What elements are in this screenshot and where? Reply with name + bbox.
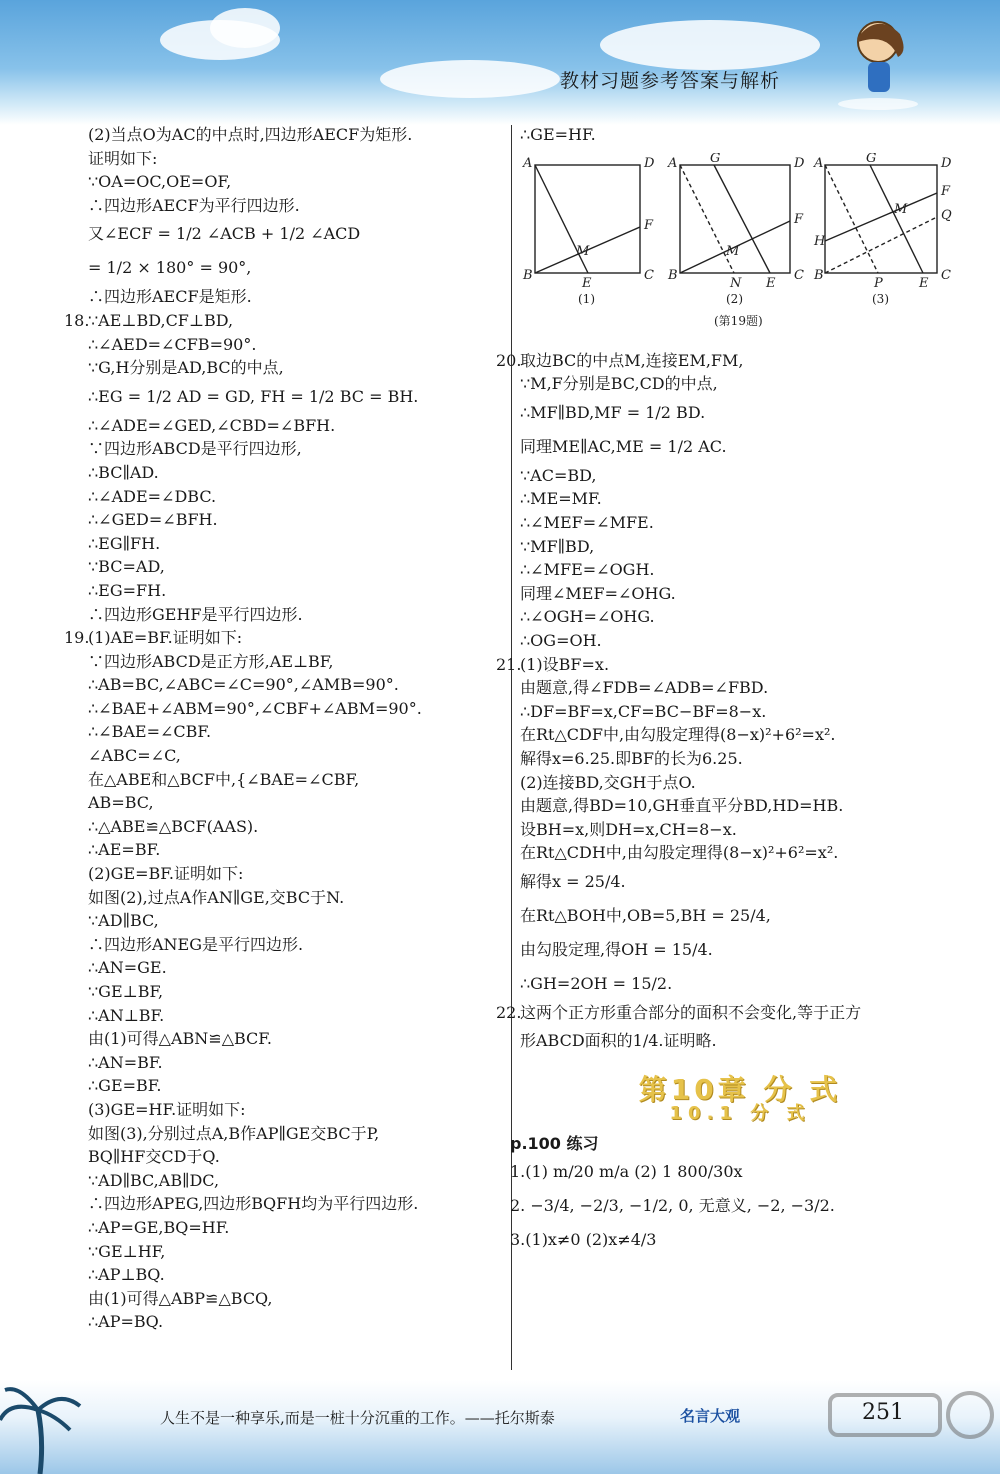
answer-line [88, 356, 503, 380]
answer-text: (1)设BF=x. [520, 654, 610, 674]
answer-text: ∴△ABE≌△BCF(AAS). [88, 816, 259, 836]
cartoon-girl-icon [828, 12, 928, 112]
answer-text: ∠ABC=∠C, [88, 746, 181, 766]
question-number: 20. [496, 350, 522, 370]
answer-line [88, 1122, 503, 1146]
answer-line [88, 673, 503, 697]
figure-label-1: (1) [578, 291, 595, 306]
answer-text: 同理ME∥AC,ME = 1/2 AC. [520, 436, 727, 456]
answer-line [88, 194, 503, 218]
answer-line [520, 558, 960, 582]
page-number: 251 [862, 1400, 904, 1425]
answer-text: 形ABCD面积的1/4.证明略. [520, 1031, 717, 1051]
answer-line [88, 838, 503, 862]
answer-text: ∴EG∥FH. [88, 533, 161, 553]
answer-line [496, 349, 960, 373]
answer-text: 同理∠MEF=∠OHG. [520, 583, 676, 603]
label-C3: C [941, 267, 951, 283]
answer-line [88, 650, 503, 674]
answer-line [520, 771, 960, 795]
answer-text: AB=BC, [88, 793, 154, 813]
answer-line [88, 744, 503, 768]
practice-lines [510, 1155, 960, 1257]
answer-line: ∴GE=HF. [520, 125, 596, 144]
question-number: 18. [64, 310, 90, 330]
answer-text: 设BH=x,则DH=x,CH=8−x. [520, 819, 737, 839]
answer-line [520, 899, 960, 933]
answer-line [88, 380, 503, 414]
answer-text: 由勾股定理,得OH = 15/4. [520, 939, 713, 959]
figure-19 [520, 153, 960, 343]
answer-line [520, 841, 960, 865]
answer-text: ∴四边形APEG,四边形BQFH均为平行四边形. [88, 1194, 419, 1214]
answer-text: BQ∥HF交CD于Q. [88, 1147, 220, 1167]
answer-line [496, 653, 960, 677]
answer-line [520, 582, 960, 606]
answer-line [520, 535, 960, 559]
answer-line [88, 1216, 503, 1240]
answer-line [520, 818, 960, 842]
header-title: 教材习题参考答案与解析 [560, 70, 781, 92]
answer-text: ∵四边形ABCD是正方形,AE⊥BF, [88, 651, 334, 671]
answer-line [88, 697, 503, 721]
answer-text: ∴AP⊥BQ. [88, 1265, 165, 1285]
figure-label-3: (3) [872, 291, 889, 306]
answer-line [520, 487, 960, 511]
answer-text: 解得x=6.25.即BF的长为6.25. [520, 748, 743, 768]
answer-text: ∴GH=2OH = 15/2. [520, 973, 673, 993]
answer-text: 又∠ECF = 1/2 ∠ACB + 1/2 ∠ACD [88, 224, 361, 244]
answer-line [88, 862, 503, 886]
answer-line [520, 700, 960, 724]
answer-text: ∴AE=BF. [88, 840, 161, 860]
answer-text: 这两个正方形重合部分的面积不会变化,等于正方 [520, 1002, 862, 1022]
answer-line [88, 886, 503, 910]
answer-text: ∵AD∥BC, [88, 911, 159, 931]
practice-heading: p.100 练习 [510, 1133, 599, 1153]
geometry-figures [520, 153, 960, 343]
label-A1: A [523, 155, 533, 171]
answer-line [88, 980, 503, 1004]
footer-quote: 人生不是一种享乐,而是一桩十分沉重的工作。——托尔斯泰 [160, 1409, 555, 1427]
label-N2: N [730, 275, 742, 291]
answer-text: 在Rt△CDF中,由勾股定理得(8−x)²+6²=x². [520, 725, 836, 745]
answer-line [88, 1051, 503, 1075]
answer-text: ∵AE⊥BD,CF⊥BD, [88, 310, 234, 330]
answer-text: ∴AP=GE,BQ=HF. [88, 1217, 230, 1237]
answer-line [88, 720, 503, 744]
answer-line [88, 956, 503, 980]
answer-line [520, 396, 960, 430]
answer-text: ∴EG=FH. [88, 580, 167, 600]
answer-line [88, 170, 503, 194]
palm-tree-icon [0, 1380, 140, 1474]
label-M1: M [576, 243, 590, 259]
figure-caption: (第19题) [714, 313, 763, 328]
answer-line [88, 1027, 503, 1051]
answer-line [88, 461, 503, 485]
answer-text: 如图(2),过点A作AN∥GE,交BC于N. [88, 887, 345, 907]
answer-line [88, 579, 503, 603]
answer-line [88, 147, 503, 171]
answer-line [88, 1192, 503, 1216]
answer-text: ∴∠ADE=∠DBC. [88, 486, 217, 506]
answer-line [88, 333, 503, 357]
label-F3: F [941, 183, 951, 199]
label-M3: M [894, 201, 908, 217]
answer-line [88, 909, 503, 933]
answer-line [88, 1098, 503, 1122]
answer-line [520, 605, 960, 629]
answer-line [64, 309, 503, 333]
answer-line [88, 1263, 503, 1287]
answer-line [88, 1240, 503, 1264]
answer-text: ∴AN=GE. [88, 958, 167, 978]
answer-text: ∵OA=OC,OE=OF, [88, 172, 232, 192]
answer-line [88, 1169, 503, 1193]
answer-text: ∴∠OGH=∠OHG. [520, 607, 655, 627]
watermark-logo-icon [820, 1385, 995, 1470]
answer-text: ∵GE⊥BF, [88, 982, 164, 1001]
answer-line [520, 676, 960, 700]
answer-text: ∴OG=OH. [520, 630, 602, 650]
answer-text: 在Rt△CDH中,由勾股定理得(8−x)²+6²=x². [520, 843, 839, 863]
answer-line [496, 1001, 960, 1025]
answer-text: (1)AE=BF.证明如下: [88, 628, 243, 648]
answer-text: (2)GE=BF.证明如下: [88, 864, 244, 884]
label-E3: E [919, 275, 929, 291]
answer-line [88, 437, 503, 461]
question-number: 19. [64, 628, 90, 648]
answer-text: ∴∠MEF=∠MFE. [520, 512, 654, 532]
answer-line [520, 629, 960, 653]
answer-text: ∴四边形ANEG是平行四边形. [88, 934, 304, 954]
answer-line [88, 285, 503, 309]
answer-line [520, 865, 960, 899]
answer-text: 由题意,得BD=10,GH垂直平分BD,HD=HB. [520, 796, 844, 816]
answer-text: ∴AN=BF. [88, 1052, 163, 1072]
answer-line [88, 414, 503, 438]
answer-text: 由(1)可得△ABP≌△BCQ, [88, 1288, 273, 1308]
page-header [0, 0, 1000, 125]
answer-text: ∴四边形AECF为平行四边形. [88, 195, 300, 215]
answer-line [88, 1310, 503, 1334]
right-lines [496, 349, 960, 1059]
label-C2: C [794, 267, 804, 283]
answer-text: 由题意,得∠FDB=∠ADB=∠FBD. [520, 678, 769, 698]
answer-line [88, 508, 503, 532]
answer-line [520, 967, 960, 1001]
label-D3: D [941, 155, 952, 171]
answer-text: ∵BC=AD, [88, 557, 165, 577]
answer-text: ∵M,F分别是BC,CD的中点, [520, 374, 718, 394]
label-Q3: Q [941, 207, 952, 223]
label-E2: E [766, 275, 776, 291]
answer-text: ∴AN⊥BF. [88, 1005, 165, 1025]
answer-line [88, 768, 503, 792]
answer-text: ∴EG = 1/2 AD = GD, FH = 1/2 BC = BH. [88, 386, 419, 406]
label-B1: B [523, 267, 533, 283]
answer-line [520, 464, 960, 488]
answer-line [520, 511, 960, 535]
answer-line [88, 485, 503, 509]
answer-line [88, 251, 503, 285]
left-column [64, 123, 503, 1334]
answer-line [88, 555, 503, 579]
answer-text: 在△ABE和△BCF中,{∠BAE=∠CBF, [88, 769, 360, 789]
label-D1: D [644, 155, 655, 171]
label-P3: P [874, 275, 883, 291]
practice-line: 2. −3/4, −2/3, −1/2, 0, 无意义, −2, −3/2. [510, 1196, 835, 1216]
practice-line: 1.(1) m/20 m/a (2) 1 800/30x [510, 1162, 743, 1182]
answer-text: ∴四边形GEHF是平行四边形. [88, 604, 303, 624]
answer-line [88, 1004, 503, 1028]
answer-line [520, 1024, 960, 1058]
label-C1: C [644, 267, 654, 283]
chapter-title: 第10章 分 式 [638, 1073, 842, 1107]
answer-text: ∵GE⊥HF, [88, 1241, 166, 1261]
answer-text: ∴∠AED=∠CFB=90°. [88, 334, 257, 354]
answer-text: ∴四边形AECF是矩形. [88, 287, 252, 307]
label-F1: F [644, 217, 654, 233]
figure-label-2: (2) [726, 291, 743, 306]
answer-line [520, 794, 960, 818]
answer-line [88, 603, 503, 627]
answer-text: (3)GE=HF.证明如下: [88, 1099, 246, 1119]
answer-line [88, 532, 503, 556]
answer-text: ∴BC∥AD. [88, 462, 159, 482]
label-G3: G [866, 152, 877, 166]
answer-text: ∵四边形ABCD是平行四边形, [88, 439, 302, 459]
question-number: 21. [496, 654, 522, 674]
label-A3: A [814, 155, 824, 171]
answer-text: ∵AC=BD, [520, 465, 597, 485]
answer-line [88, 815, 503, 839]
label-D2: D [794, 155, 805, 171]
answer-text: ∴GE=BF. [88, 1076, 162, 1096]
answer-text: ∴AB=BC,∠ABC=∠C=90°,∠AMB=90°. [88, 675, 399, 695]
label-M2: M [726, 243, 740, 259]
answer-line [88, 217, 503, 251]
answer-line [520, 430, 960, 464]
answer-line [88, 933, 503, 957]
answer-text: ∵G,H分别是AD,BC的中点, [88, 358, 284, 378]
answer-line [88, 1145, 503, 1169]
answer-text: 在Rt△BOH中,OB=5,BH = 25/4, [520, 905, 771, 925]
answer-text: (2)当点O为AC的中点时,四边形AECF为矩形. [88, 125, 413, 144]
label-H3: H [814, 233, 826, 249]
answer-line [64, 626, 503, 650]
answer-text: ∴DF=BF=x,CF=BC−BF=8−x. [520, 701, 767, 721]
answer-text: 取边BC的中点M,连接EM,FM, [520, 350, 744, 370]
label-A2: A [668, 155, 678, 171]
right-column [496, 123, 960, 1257]
answer-text: ∴MF∥BD,MF = 1/2 BD. [520, 402, 706, 422]
answer-text: ∴∠MFE=∠OGH. [520, 560, 655, 580]
answer-text: ∴∠BAE+∠ABM=90°,∠CBF+∠ABM=90°. [88, 698, 422, 718]
answer-text: (2)连接BD,交GH于点O. [520, 772, 696, 792]
answer-line [88, 1287, 503, 1311]
answer-line [520, 747, 960, 771]
answer-text: ∴∠BAE=∠CBF. [88, 722, 212, 742]
answer-text: ∵AD∥BC,AB∥DC, [88, 1170, 220, 1190]
footer-brand: 名言大观 [680, 1407, 741, 1425]
answer-text: ∴AP=BQ. [88, 1312, 164, 1332]
answer-line [88, 1074, 503, 1098]
answer-text: ∵MF∥BD, [520, 536, 595, 556]
question-number: 22. [496, 1002, 522, 1022]
answer-text: 证明如下: [88, 148, 158, 168]
answer-text: 如图(3),分别过点A,B作AP∥GE交BC于P, [88, 1123, 380, 1143]
answer-line [520, 933, 960, 967]
answer-text: 由(1)可得△ABN≌△BCF. [88, 1029, 272, 1049]
label-B2: B [668, 267, 678, 283]
answer-text: ∴ME=MF. [520, 489, 602, 509]
answer-line [520, 372, 960, 396]
answer-text: ∴∠GED=∠BFH. [88, 510, 218, 530]
label-B3: B [814, 267, 824, 283]
label-E1: E [582, 275, 592, 291]
answer-line [520, 723, 960, 747]
answer-text: ∴∠ADE=∠GED,∠CBD=∠BFH. [88, 415, 336, 435]
label-G2: G [710, 152, 721, 166]
answer-text: 解得x = 25/4. [520, 871, 626, 891]
answer-line [88, 791, 503, 815]
answer-line [88, 123, 503, 147]
practice-line: 3.(1)x≠0 (2)x≠4/3 [510, 1230, 657, 1250]
answer-text: = 1/2 × 180° = 90°, [88, 258, 252, 278]
section-title: 10.1 分 式 [669, 1103, 811, 1125]
label-F2: F [794, 211, 804, 227]
